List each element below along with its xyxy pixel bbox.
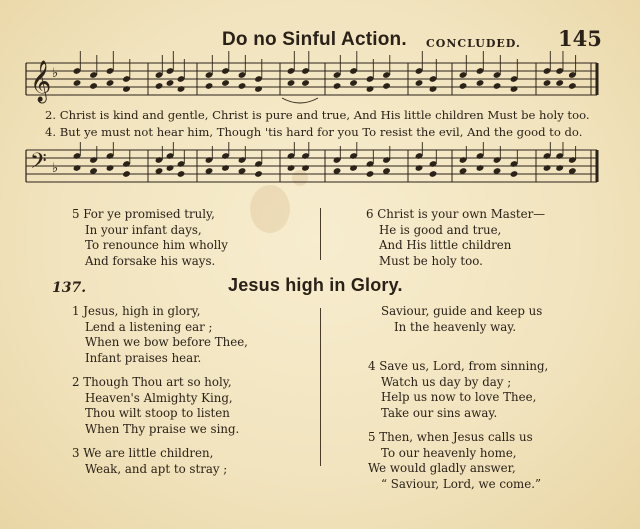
note-head [510, 85, 519, 93]
verse-line: “ Saviour, Lord, we come.” [381, 476, 541, 491]
note-head [166, 79, 175, 87]
verse-line: He is good and true, [379, 222, 502, 237]
note-head [415, 79, 424, 87]
column-divider [320, 208, 321, 260]
slur [282, 98, 318, 103]
note-head [177, 170, 186, 178]
concluded-note: CONCLUDED. [426, 37, 521, 50]
verse-line: When Thy praise we sing. [85, 421, 240, 436]
verse-line: Saviour, guide and keep us [381, 304, 543, 318]
flat-icon: ♭ [52, 161, 59, 176]
verse-line: Heaven's Almighty King, [85, 390, 233, 405]
song-title: Do no Sinful Action. [222, 29, 407, 50]
verse-line: In the heavenly way. [394, 319, 517, 334]
verse-line: To our heavenly home, [381, 445, 517, 460]
note-head [301, 79, 310, 87]
verse-line: 3 We are little children, [72, 446, 214, 460]
note-head [510, 170, 519, 178]
verse-line: Take our sins away. [381, 405, 498, 420]
note-head [254, 170, 263, 178]
verse-line: Infant praises hear. [85, 350, 202, 365]
lyric-line-verse-2: 2. Christ is kind and gentle, Christ is pure and true, And His little children Must be holy too. [45, 108, 590, 122]
hymn-title: Jesus high in Glory. [228, 275, 403, 295]
verse-line: And forsake his ways. [85, 253, 216, 268]
note-head [221, 164, 230, 172]
note-head [349, 79, 358, 87]
note-head [415, 164, 424, 172]
verse-line: 4 Save us, Lord, from sinning, [368, 359, 549, 373]
note-head [543, 79, 552, 87]
note-head [73, 164, 82, 172]
note-head [429, 170, 438, 178]
note-head [177, 85, 186, 93]
note-head [333, 82, 342, 90]
verse-line: 2 Though Thou art so holy, [72, 375, 232, 389]
page-number: 145 [558, 26, 602, 51]
lyric-line-verse-4: 4. But ye must not hear him, Though 'tis hard for you To resist the evil, And the good to do. [45, 125, 583, 139]
verse-5 [72, 207, 228, 269]
verse-line: We would gladly answer, [368, 461, 516, 475]
verse-line: Watch us day by day ; [381, 374, 512, 389]
note-head [476, 164, 485, 172]
column-divider [320, 308, 321, 466]
verse-line: Must be holy too. [379, 253, 483, 268]
note-head [382, 82, 391, 90]
note-head [555, 79, 564, 87]
verse-line: To renounce him wholly [85, 238, 228, 252]
verse-line: Lend a listening ear ; [85, 319, 213, 334]
note-head [238, 82, 247, 90]
note-head [106, 164, 115, 172]
bass-clef-icon: 𝄢 [30, 149, 47, 179]
note-head [459, 82, 468, 90]
note-head [476, 79, 485, 87]
hymn-verses-left [72, 304, 248, 477]
note-head [543, 164, 552, 172]
note-head [254, 85, 263, 93]
note-head [429, 85, 438, 93]
note-head [89, 82, 98, 90]
note-head [366, 85, 375, 93]
verse-6 [366, 207, 545, 269]
note-head [366, 170, 375, 178]
note-head [287, 79, 296, 87]
verse-line: 5 Then, when Jesus calls us [368, 430, 533, 444]
note-head [122, 85, 131, 93]
note-head [166, 164, 175, 172]
verse-line: 6 Christ is your own Master— [366, 207, 546, 221]
verse-line: 1 Jesus, high in glory, [72, 304, 201, 318]
note-head [205, 82, 214, 90]
hymn-number: 137. [52, 280, 87, 296]
verse-line: And His little children [379, 238, 512, 252]
note-head [122, 170, 131, 178]
note-head [301, 164, 310, 172]
note-head [287, 164, 296, 172]
verse-line: 5 For ye promised truly, [72, 207, 215, 221]
verse-line: In your infant days, [85, 222, 202, 237]
treble-clef-icon: 𝄞 [30, 61, 52, 102]
note-head [568, 82, 577, 90]
note-head [349, 164, 358, 172]
note-head [106, 79, 115, 87]
note-head [221, 79, 230, 87]
note-head [493, 82, 502, 90]
verse-line: Weak, and apt to stray ; [85, 461, 228, 476]
note-head [555, 164, 564, 172]
note-head [155, 82, 164, 90]
note-head [73, 79, 82, 87]
verse-line: Help us now to love Thee, [381, 390, 537, 404]
flat-icon: ♭ [52, 66, 59, 81]
verse-line: When we bow before Thee, [85, 335, 248, 349]
hymn-verses-right [368, 304, 548, 492]
verse-line: Thou wilt stoop to listen [85, 406, 230, 420]
